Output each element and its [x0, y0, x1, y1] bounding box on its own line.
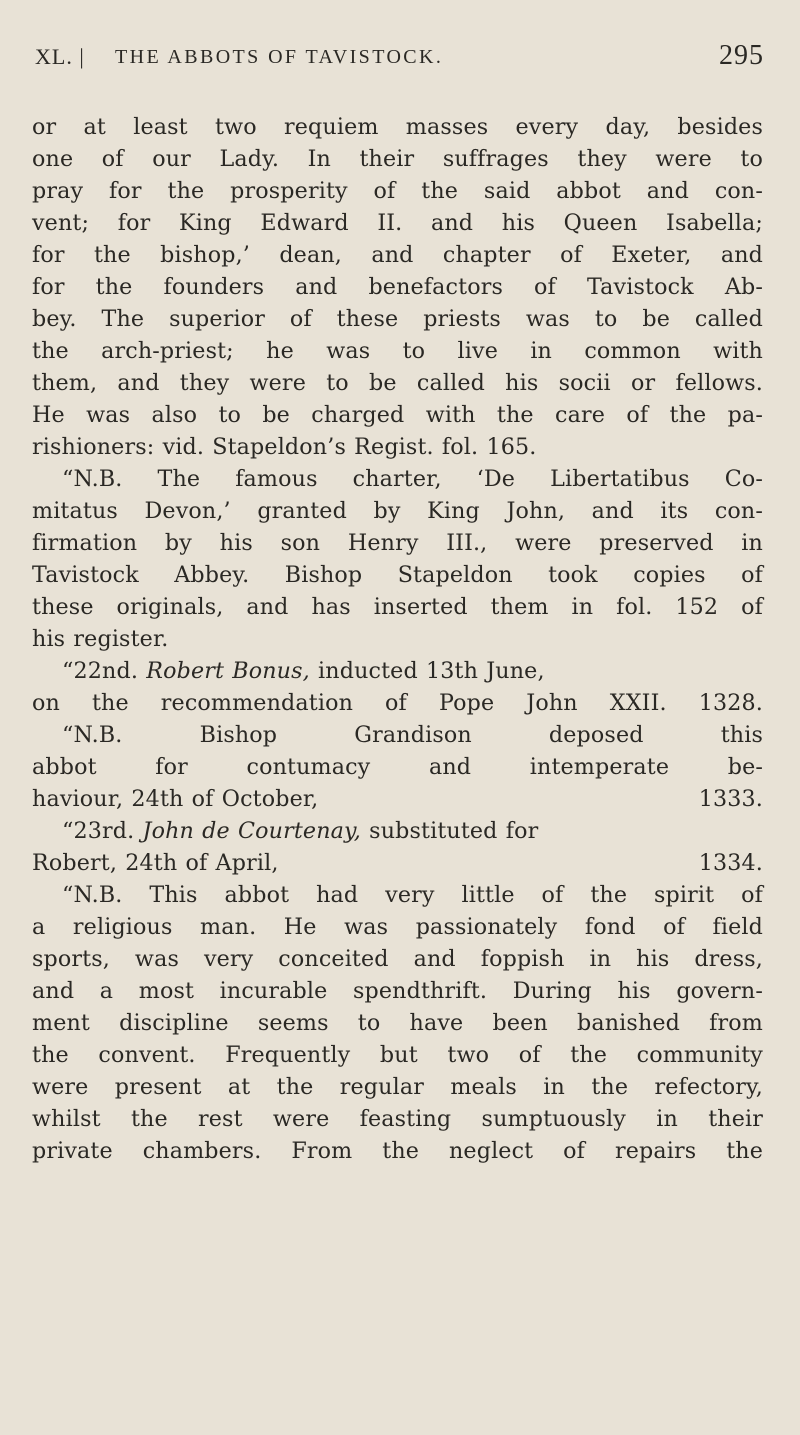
text-line: these originals, and has inserted them in fol. 152 of: [32, 594, 763, 620]
text-line: his register.: [32, 626, 169, 652]
text-line: rishioners: vid. Stapeldon’s Regist. fol. 165.: [32, 434, 537, 460]
text-line: and a most incurable spendthrift. During his govern-: [32, 978, 763, 1004]
entry-text: substituted for: [369, 818, 539, 844]
running-title: THE ABBOTS OF TAVISTOCK.: [115, 46, 444, 68]
text-line: one of our Lady. In their suffrages they were to: [32, 146, 763, 172]
text-line: private chambers. From the neglect of repairs the: [32, 1138, 763, 1164]
text-line: for the bishop,’ dean, and chapter of Exeter, and: [32, 242, 763, 268]
year: 1334.: [698, 850, 763, 876]
entry-text: inducted 13th June,: [318, 658, 545, 684]
abbot-entry-22: [62, 656, 545, 686]
text-line: a religious man. He was passionately fond of field: [32, 914, 763, 940]
text-line: firmation by his son Henry III., were preserved in: [32, 530, 763, 556]
text-line: “N.B. The famous charter, ‘De Libertatibus Co-: [62, 466, 763, 492]
text-line: the convent. Frequently but two of the community: [32, 1042, 763, 1068]
line-text: Robert, 24th of April,: [32, 850, 279, 876]
text-line: He was also to be charged with the care of the pa-: [32, 402, 763, 428]
text-line: the arch-priest; he was to live in common with: [32, 338, 763, 364]
text-line: “N.B. Bishop Grandison deposed this: [62, 722, 763, 748]
text-line: pray for the prosperity of the said abbot and con-: [32, 178, 763, 204]
text-line: for the founders and benefactors of Tavistock Ab-: [32, 274, 763, 300]
text-line: them, and they were to be called his socii or fellows.: [32, 370, 763, 396]
abbot-name: Robert Bonus,: [146, 658, 310, 684]
text-line: bey. The superior of these priests was to be called: [32, 306, 763, 332]
text-line: ment discipline seems to have been banished from: [32, 1010, 763, 1036]
text-line: abbot for contumacy and intemperate be-: [32, 754, 763, 780]
text-line: sports, was very conceited and foppish in his dress,: [32, 946, 763, 972]
text-line: [32, 848, 763, 878]
text-line: Tavistock Abbey. Bishop Stapeldon took copies of: [32, 562, 763, 588]
page-number: 295: [719, 40, 764, 71]
line-text: haviour, 24th of October,: [32, 786, 319, 812]
year: 1333.: [698, 786, 763, 812]
entry-ordinal: “23rd.: [62, 818, 135, 844]
text-line: on the recommendation of Pope John XXII. 1328.: [32, 690, 763, 716]
text-line: were present at the regular meals in the refectory,: [32, 1074, 763, 1100]
text-line: [32, 784, 763, 814]
text-line: mitatus Devon,’ granted by King John, and its con-: [32, 498, 763, 524]
chapter-marker: XL. |: [35, 44, 85, 69]
text-line: whilst the rest were feasting sumptuously in their: [32, 1106, 763, 1132]
running-head: [35, 40, 764, 70]
text-line: “N.B. This abbot had very little of the spirit of: [62, 882, 763, 908]
entry-ordinal: “22nd.: [62, 658, 139, 684]
abbot-name: John de Courtenay,: [142, 818, 361, 844]
abbot-entry-23: [62, 816, 538, 846]
text-line: or at least two requiem masses every day, besides: [32, 114, 763, 140]
text-line: vent; for King Edward II. and his Queen Isabella;: [32, 210, 763, 236]
